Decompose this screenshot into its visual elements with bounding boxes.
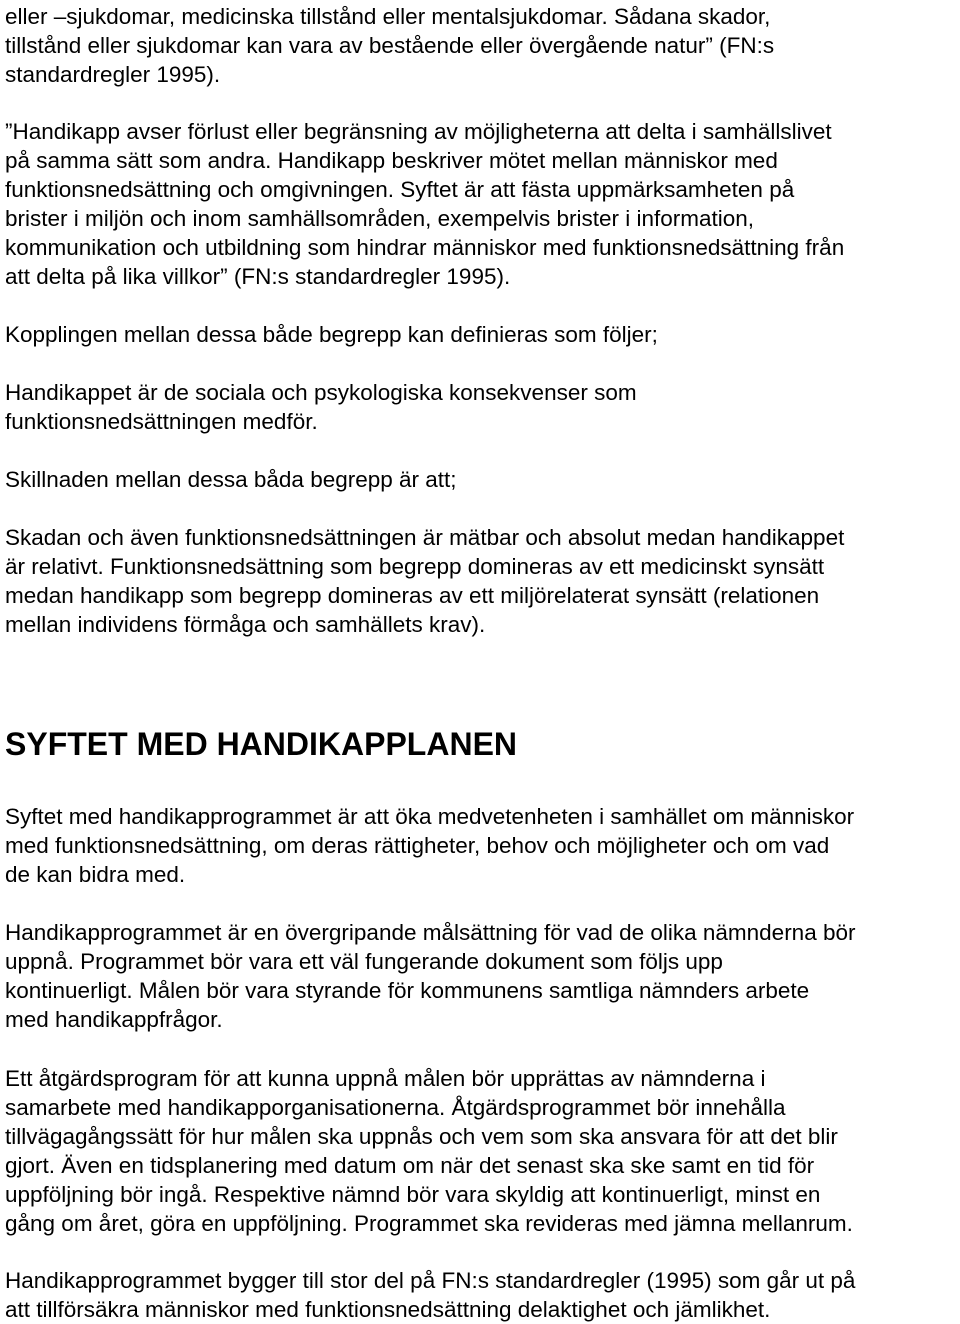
text-line: brister i miljön och inom samhällsområden, exempelvis brister i information, xyxy=(5,206,755,231)
section-heading: SYFTET MED HANDIKAPPLANEN xyxy=(5,726,518,762)
paragraph-fn-standardregler xyxy=(5,1266,955,1324)
text-line: Syftet med handikapprogrammet är att öka medvetenheten i samhället om människor xyxy=(5,804,855,829)
text-line: att tillförsäkra människor med funktionsnedsättning delaktighet och jämlikhet. xyxy=(5,1297,771,1322)
text-line: Kopplingen mellan dessa både begrepp kan definieras som följer; xyxy=(5,322,658,347)
paragraph-kopplingen xyxy=(5,320,955,349)
paragraph-handikappet xyxy=(5,378,955,436)
text-line: Handikapprogrammet bygger till stor del på FN:s standardregler (1995) som går ut på xyxy=(5,1268,856,1293)
text-line: Skillnaden mellan dessa båda begrepp är att; xyxy=(5,467,457,492)
text-line: samarbete med handikapporganisationerna. Åtgärdsprogrammet bör innehålla xyxy=(5,1095,786,1120)
text-line: Handikappet är de sociala och psykologiska konsekvenser som xyxy=(5,380,637,405)
text-line: funktionsnedsättningen medför. xyxy=(5,409,318,434)
text-line: mellan individens förmåga och samhällets krav). xyxy=(5,612,486,637)
text-line: kontinuerligt. Målen bör vara styrande för kommunens samtliga nämnders arbete xyxy=(5,978,810,1003)
text-line: eller –sjukdomar, medicinska tillstånd eller mentalsjukdomar. Sådana skador, xyxy=(5,4,771,29)
text-line: Handikapprogrammet är en övergripande målsättning för vad de olika nämnderna bör xyxy=(5,920,856,945)
text-line: uppnå. Programmet bör vara ett väl fungerande dokument som följs upp xyxy=(5,949,723,974)
text-line: uppföljning bör ingå. Respektive nämnd bör vara skyldig att kontinuerligt, minst en xyxy=(5,1182,821,1207)
text-line: Skadan och även funktionsnedsättningen är mätbar och absolut medan handikappet xyxy=(5,525,845,550)
text-line: tillvägagångssätt för hur målen ska uppnås och vem som ska ansvara för att det blir xyxy=(5,1124,838,1149)
text-line: gång om året, göra en uppföljning. Programmet ska revideras med jämna mellanrum. xyxy=(5,1211,853,1236)
text-line: att delta på lika villkor” (FN:s standardregler 1995). xyxy=(5,264,511,289)
text-line: medan handikapp som begrepp domineras av ett miljörelaterat synsätt (relationen xyxy=(5,583,820,608)
paragraph-definition-end xyxy=(5,2,955,89)
text-line: funktionsnedsättning och omgivningen. Syftet är att fästa uppmärksamheten på xyxy=(5,177,795,202)
text-line: ”Handikapp avser förlust eller begränsning av möjligheterna att delta i samhällslivet xyxy=(5,119,832,144)
paragraph-skadan xyxy=(5,523,955,639)
text-line: är relativt. Funktionsnedsättning som begrepp domineras av ett medicinskt synsätt xyxy=(5,554,825,579)
text-line: på samma sätt som andra. Handikapp beskriver mötet mellan människor med xyxy=(5,148,778,173)
text-line: gjort. Även en tidsplanering med datum om när det senast ska ske samt en tid för xyxy=(5,1153,815,1178)
text-line: tillstånd eller sjukdomar kan vara av bestående eller övergående natur” (FN:s xyxy=(5,33,775,58)
paragraph-syftet xyxy=(5,802,955,889)
paragraph-programmet xyxy=(5,918,955,1034)
text-line: med handikappfrågor. xyxy=(5,1007,223,1032)
text-line: de kan bidra med. xyxy=(5,862,186,887)
text-line: standardregler 1995). xyxy=(5,62,221,87)
paragraph-handikapp-definition xyxy=(5,117,955,291)
text-line: Ett åtgärdsprogram för att kunna uppnå målen bör upprättas av nämnderna i xyxy=(5,1066,766,1091)
text-line: med funktionsnedsättning, om deras rättigheter, behov och möjligheter och om vad xyxy=(5,833,830,858)
paragraph-atgardsprogram xyxy=(5,1064,955,1238)
text-line: kommunikation och utbildning som hindrar människor med funktionsnedsättning från xyxy=(5,235,845,260)
paragraph-skillnaden xyxy=(5,465,955,494)
